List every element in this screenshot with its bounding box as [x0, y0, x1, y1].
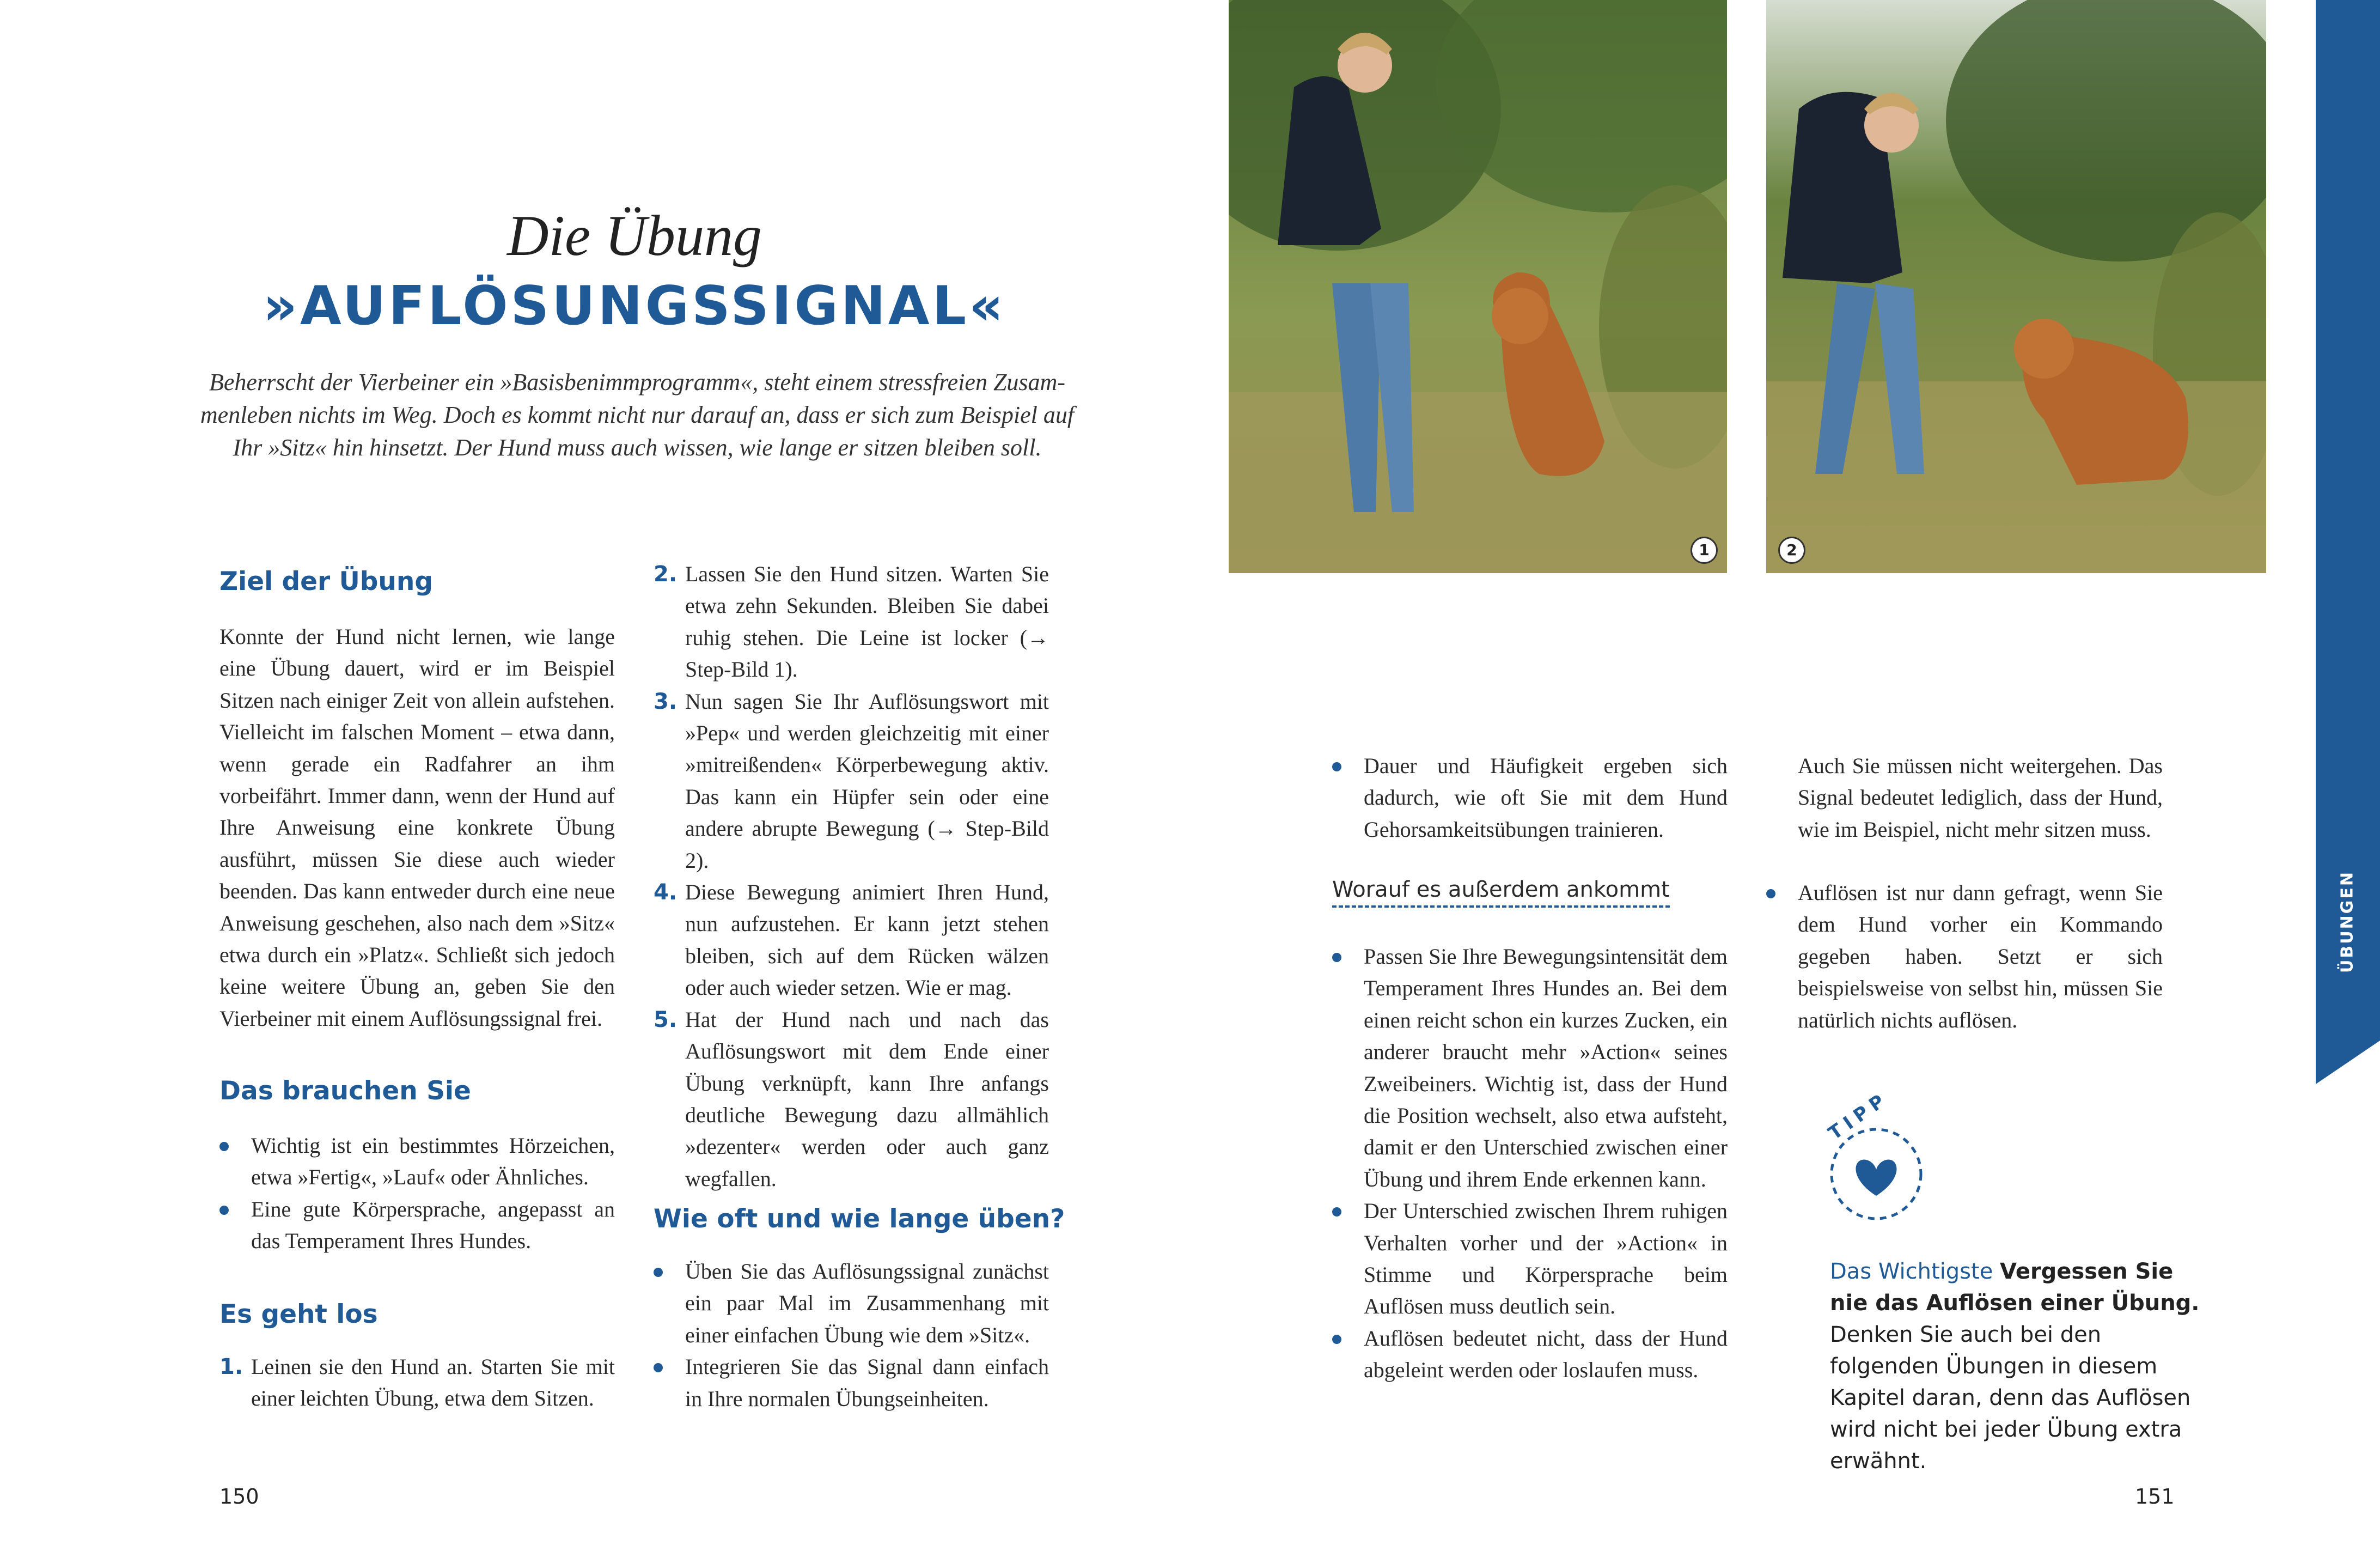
list-item: Üben Sie das Auflösungssignal zunächst ein paar Mal im Zusammenhang mit einer einfachen Übung wie dem »Sitz«.: [654, 1256, 1049, 1351]
list-item: Passen Sie Ihre Bewegungsintensität dem Temperament Ihres Hundes an. Bei dem einen reicht schon ein kurzes Zucken, ein anderer braucht mehr »Action« seines Zweibeiners. Wichtig ist, dass der Hund die Position wechselt, also etwa aufsteht, damit er den Unterschied zwischen einer Übung und ihrem Ende erkennen kann.: [1332, 941, 1728, 1195]
heading-wie-oft: Wie oft und wie lange üben?: [654, 1204, 1065, 1234]
title-line-1: Die Übung: [506, 204, 762, 267]
list-item: Der Unterschied zwischen Ihrem ruhigen Verhalten vorher und der »Action« in Stimme und Körpersprache beim Auflösen muss deutlich sein.: [1332, 1195, 1728, 1323]
page-number-right: 151: [2135, 1485, 2175, 1509]
step-number: 1.: [219, 1354, 243, 1379]
step-photo-2: [1766, 0, 2266, 573]
step-item: 2. Lassen Sie den Hund sitzen. Warten Sie etwa zehn Sekunden. Bleiben Sie dabei ruhig stehen. Die Leine ist locker (→ Step-Bild 1).: [654, 558, 1049, 686]
bullet-icon: [654, 1363, 663, 1372]
list-item: Wichtig ist ein bestimmtes Hörzeichen, etwa »Fertig«, »Lauf« oder Ähnliches.: [219, 1130, 615, 1194]
steps-list: [654, 558, 1049, 1195]
tipp-text: [1830, 1256, 2211, 1477]
step-photo-1: [1229, 0, 1727, 573]
aufloesen-list: [1766, 877, 2163, 1036]
list-item: Auflösen bedeutet nicht, dass der Hund abgeleint werden oder loslaufen muss.: [1332, 1323, 1728, 1386]
ziel-text: Konnte der Hund nicht lernen, wie lange eine Übung dauert, wird er im Beispiel Sitzen nach einiger Zeit von allein aufstehen. Vielleicht im falschen Moment – etwa dann, wenn gerade ein Radfahrer an ihm vorbeifährt. Immer dann, wenn der Hund auf Ihre Anweisung eine konkrete Übung ausführt, müssen Sie diese auch wieder beenden. Das kann entweder durch eine neue Anweisung geschehen, also nach dem »Sitz« etwa durch ein »Platz«. Schließt sich jedoch keine weitere Übung an, geben Sie den Vierbeiner mit einem Auflösungssignal frei.: [219, 624, 615, 1031]
tipp-badge: [1824, 1087, 1928, 1226]
bullet-icon: [654, 1268, 663, 1277]
list-item: Dauer und Häufigkeit ergeben sich dadurch, wie oft Sie mit dem Hund Gehorsamkeitsübungen trainieren.: [1332, 750, 1728, 846]
tipp-label: TIPP: [1824, 1087, 1893, 1145]
bullet-icon: [219, 1142, 229, 1151]
dauer-list: [1332, 750, 1728, 846]
intro-paragraph: [180, 366, 1095, 464]
photo-dog-rising-image: [1766, 0, 2266, 573]
list-item: Integrieren Sie das Signal dann einfach in Ihre normalen Übungseinheiten.: [654, 1351, 1049, 1415]
heading-brauchen: Das brauchen Sie: [219, 1076, 471, 1106]
step-item: 3. Nun sagen Sie Ihr Auflösungswort mit »Pep« und werden gleichzeitig mit einer »mitreißenden« Körperbewegung aktiv. Das kann ein Hüpfer sein oder eine andere abrupte Bewegung (→ Step-Bild 2).: [654, 686, 1049, 877]
tipp-body: Denken Sie auch bei den folgenden Übungen in diesem Kapitel daran, denn das Auflösen wird nicht bei jeder Übung extra erwähnt.: [1830, 1322, 2191, 1474]
bullet-icon: [1766, 889, 1775, 898]
step-item: 1. Leinen sie den Hund an. Starten Sie mit einer leichten Übung, etwa dem Sitzen.: [219, 1351, 615, 1415]
heading-ziel: Ziel der Übung: [219, 567, 433, 597]
page-number-left: 150: [219, 1485, 259, 1509]
intro-line: Beherrscht der Vierbeiner ein »Basisbenimmprogramm«, steht einem stressfreien Zusam-: [209, 369, 1065, 396]
worauf-list: [1332, 941, 1728, 1386]
title-line-2: »AUFLÖSUNGSSIGNAL«: [263, 275, 1006, 337]
step-badge-2: 2: [1778, 537, 1805, 564]
step-number: 3.: [654, 689, 678, 714]
list-item: Eine gute Körpersprache, angepasst an das Temperament Ihres Hundes.: [219, 1194, 615, 1257]
photo-dog-sitting-image: [1229, 0, 1727, 573]
step-item: 5. Hat der Hund nach und nach das Auflösungswort mit dem Ende einer Übung verknüpft, kann Ihre anfangs deutliche Bewegung dazu allmählich »dezenter« werden oder auch ganz wegfallen.: [654, 1004, 1049, 1195]
bullet-icon: [1332, 1335, 1341, 1344]
bullet-icon: [1332, 953, 1341, 962]
step-number: 5.: [654, 1007, 678, 1032]
steps-list-start: [219, 1351, 615, 1415]
tipp-lead: Das Wichtigste: [1830, 1259, 1993, 1284]
heading-los: Es geht los: [219, 1299, 378, 1329]
wie-oft-list: [654, 1256, 1049, 1415]
list-item: Auflösen ist nur dann gefragt, wenn Sie dem Hund vorher ein Kommando gegeben haben. Setzt er sich beispielsweise von selbst hin, müssen Sie natürlich nichts auflösen.: [1766, 877, 2163, 1036]
subheading-worauf: Worauf es außerdem ankommt: [1332, 877, 1670, 908]
step-item: 4. Diese Bewegung animiert Ihren Hund, nun aufzustehen. Er kann jetzt stehen bleiben, sich auf dem Rücken wälzen oder auch wieder setzen. Wie er mag.: [654, 877, 1049, 1004]
bullet-icon: [1332, 1207, 1341, 1217]
bullet-icon: [219, 1206, 229, 1215]
step-number: 4.: [654, 880, 678, 905]
dashed-underline: [1332, 905, 1670, 908]
continuation-text: Auch Sie müssen nicht weitergehen. Das Signal bedeutet lediglich, dass der Hund, wie im Beispiel, nicht mehr sitzen muss.: [1798, 753, 2163, 842]
tipp-bold: Vergessen Sie nie das Auflösen einer Übung.: [1830, 1259, 2200, 1316]
intro-line: menleben nichts im Weg. Doch es kommt nicht nur darauf an, dass er sich zum Beispiel auf: [200, 402, 1075, 428]
brauchen-list: [219, 1130, 615, 1257]
intro-line: Ihr »Sitz« hin hinsetzt. Der Hund muss auch wissen, wie lange er sitzen bleiben soll.: [233, 434, 1042, 461]
side-tab-label: ÜBUNGEN: [2338, 871, 2357, 973]
step-badge-1: 1: [1691, 537, 1718, 564]
bullet-icon: [1332, 762, 1341, 771]
step-number: 2.: [654, 562, 678, 587]
